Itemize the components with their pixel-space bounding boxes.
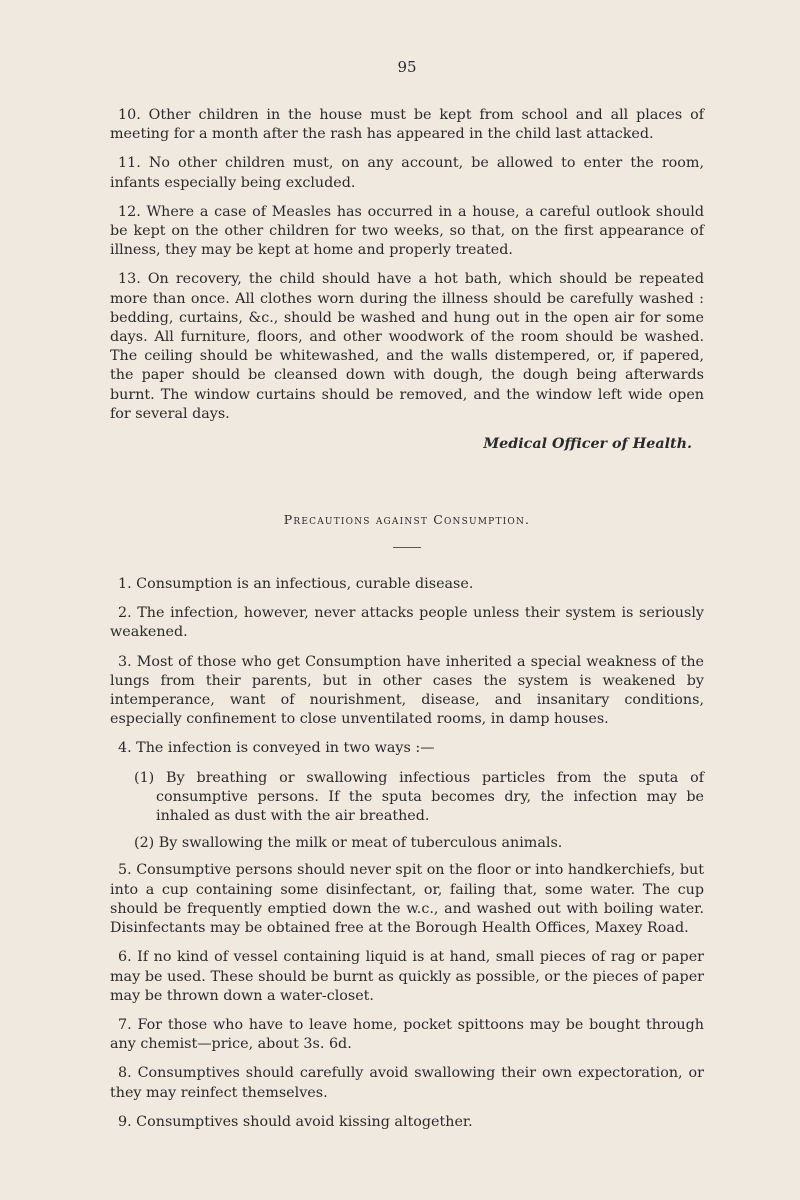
- consumption-item-4: 4. The infection is conveyed in two ways :—: [118, 740, 435, 757]
- consumption-item-4-sub-1: (1) By breathing or swallowing infectious particles from the sputa of consumptive persons. If the sputa becomes dry, the infection may be inhaled as dust with the air breathed.: [134, 769, 704, 825]
- paragraph-12: 12. Where a case of Measles has occurred in a house, a careful outlook should be kept on the other children for two weeks, so that, on the first appearance of illness, they may be kept at home and properly treated.: [110, 203, 704, 259]
- consumption-item-1: 1. Consumption is an infectious, curable disease.: [118, 576, 474, 593]
- paragraph-13: 13. On recovery, the child should have a hot bath, which should be repeated more than once. All clothes worn during the illness should be carefully washed : bedding, curtains, &c., should be washed and hung out in the open air for some days. All furniture, floors, and other woodwork of the room should be washed. The ceiling should be whitewashed, and the walls distempered, or, if papered, the paper should be cleansed down with dough, the dough being afterwards burnt. The window curtains should be removed, and the window left wide open for several days.: [110, 271, 704, 422]
- consumption-item-2: 2. The infection, however, never attacks people unless their system is seriously weakened.: [110, 605, 704, 641]
- consumption-item-8: 8. Consumptives should carefully avoid swallowing their own expectoration, or they may reinfect themselves.: [110, 1065, 704, 1101]
- page-number: 95: [397, 58, 417, 76]
- paragraph-11: 11. No other children must, on any account, be allowed to enter the room, infants especially being excluded.: [110, 155, 704, 191]
- section-divider: [393, 547, 421, 548]
- consumption-item-7: 7. For those who have to leave home, pocket spittoons may be bought through any chemist—price, about 3s. 6d.: [110, 1016, 704, 1053]
- consumption-item-4-sub-2: (2) By swallowing the milk or meat of tuberculous animals.: [134, 835, 563, 852]
- paragraph-10: 10. Other children in the house must be kept from school and all places of meeting for a month after the rash has appeared in the child last attacked.: [110, 107, 704, 143]
- section-title: Precautions against Consumption.: [283, 512, 531, 528]
- consumption-item-3: 3. Most of those who get Consumption have inherited a special weakness of the lungs from their parents, but in other cases the system is weakened by intemperance, want of nourishment, disease, and insanitary conditions, especially confinement to close unventilated rooms, in damp houses.: [110, 653, 704, 728]
- consumption-item-5: 5. Consumptive persons should never spit on the floor or into handkerchiefs, but into a cup containing some disinfectant, or, failing that, some water. The cup should be frequently emptied down the w.c., and washed out with boiling water. Disinfectants may be obtained free at the Borough Health Offices, Maxey Road.: [110, 862, 704, 937]
- signature: Medical Officer of Health.: [483, 436, 692, 453]
- consumption-item-9: 9. Consumptives should avoid kissing altogether.: [118, 1113, 473, 1130]
- consumption-item-6: 6. If no kind of vessel containing liquid is at hand, small pieces of rag or paper may be used. These should be burnt as quickly as possible, or the pieces of paper may be thrown down a water-closet.: [110, 949, 704, 1004]
